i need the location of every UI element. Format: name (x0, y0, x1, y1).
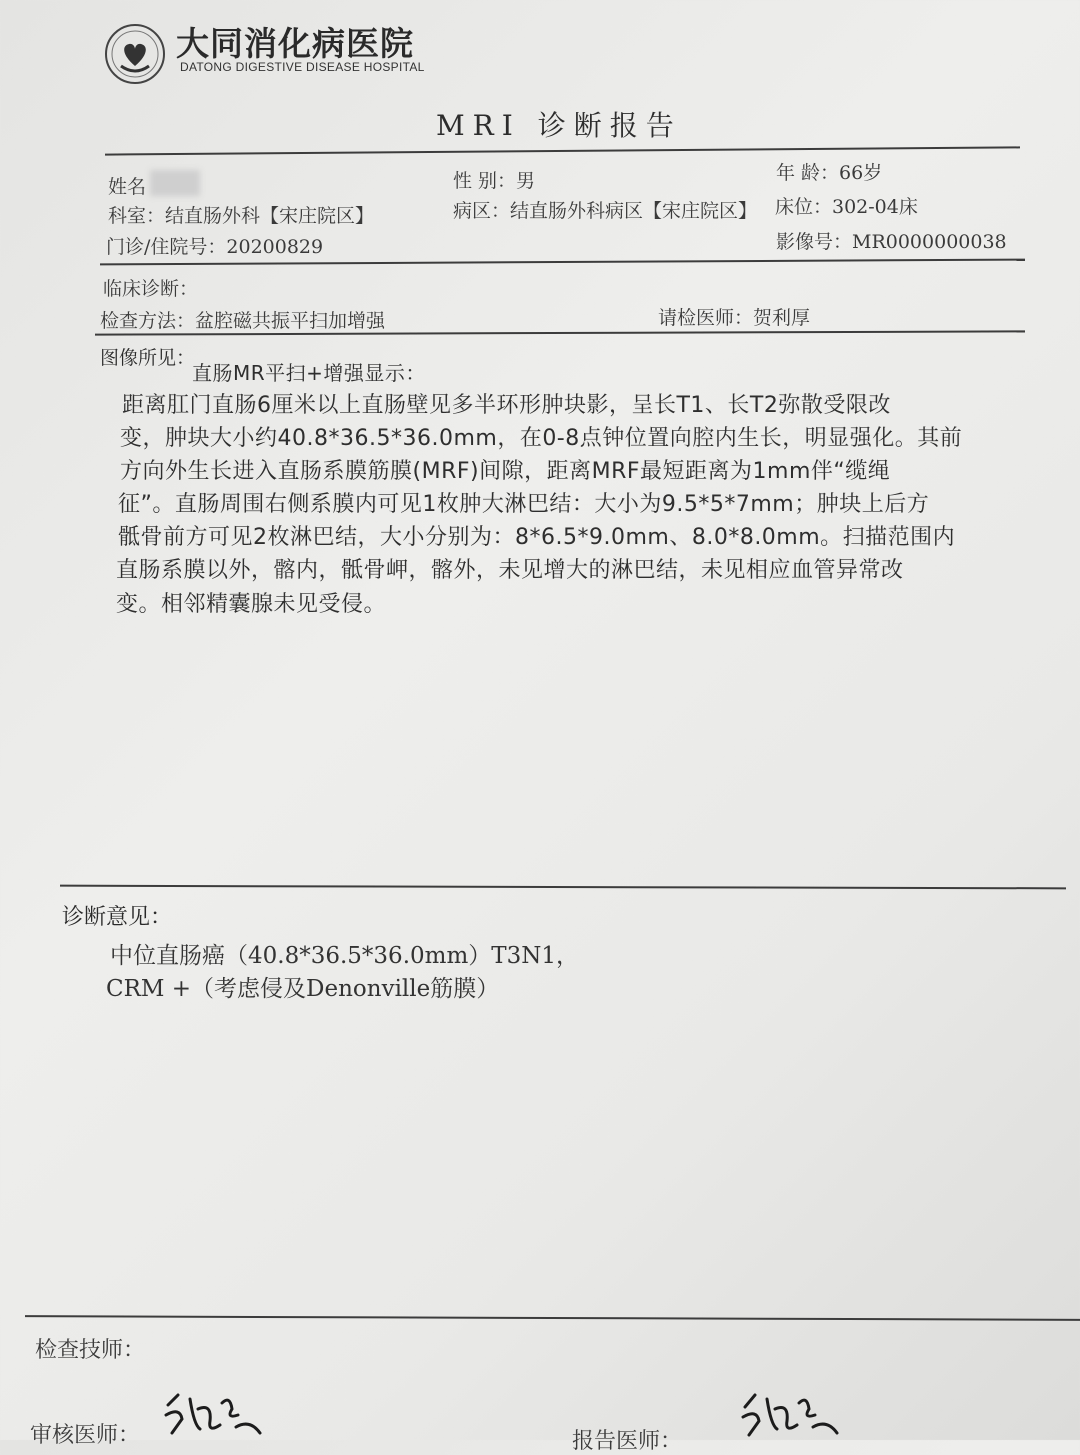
exam-method: 检查方法：盆腔磁共振平扫加增强 (100, 310, 386, 332)
report-title: MRI 诊断报告 (436, 109, 682, 142)
bed-number: 床位：302-04床 (775, 196, 918, 218)
patient-gender: 性 别：男 (453, 170, 536, 192)
findings-line: 直肠系膜以外，髂内，骶骨岬，髂外，未见增大的淋巴结，未见相应血管异常改 (116, 558, 904, 583)
reviewer-label: 审核医师： (30, 1423, 141, 1448)
findings-line: 变，肿块大小约40.8*36.5*36.0mm，在0-8点钟位置向腔内生长，明显强化。其前 (120, 426, 963, 451)
findings-line: 骶骨前方可见2枚淋巴结，大小分别为：8*6.5*9.0mm、8.0*8.0mm。扫描范围内 (118, 525, 956, 550)
findings-label: 图像所见： (100, 347, 196, 369)
reporter-signature (735, 1385, 845, 1440)
hospital-name: 大同消化病医院 (176, 24, 414, 63)
hospital-logo (103, 22, 167, 86)
department: 科室：结直肠外科【宋庄院区】 (108, 205, 375, 227)
image-number: 影像号：MR0000000038 (776, 231, 1007, 253)
reporter-label: 报告医师： (572, 1429, 683, 1454)
diagnosis-line: CRM +（考虑侵及Denonville筋膜） (106, 976, 500, 1002)
patient-name-label: 姓名 (108, 176, 147, 198)
admission-number: 门诊/住院号：20200829 (106, 236, 324, 258)
findings-subtitle: 直肠MR平扫+增强显示： (192, 361, 426, 385)
findings-line: 方向外生长进入直肠系膜筋膜(MRF)间隙，距离MRF最短距离为1mm伴“缆绳 (120, 459, 891, 484)
findings-line: 变。相邻精囊腺未见受侵。 (116, 592, 387, 617)
clinical-diagnosis: 临床诊断： (103, 278, 199, 300)
patient-age: 年 龄：66岁 (776, 162, 883, 184)
requesting-doctor: 请检医师：贺利厚 (658, 307, 811, 329)
findings-line: 距离肛门直肠6厘米以上直肠壁见多半环形肿块影，呈长T1、长T2弥散受限改 (122, 393, 891, 418)
diagnosis-label: 诊断意见： (62, 905, 173, 930)
technician-label: 检查技师： (35, 1338, 146, 1363)
ward: 病区：结直肠外科病区【宋庄院区】 (453, 200, 758, 222)
diagnosis-line: 中位直肠癌（40.8*36.5*36.0mm）T3N1， (110, 943, 579, 969)
redacted-name (150, 170, 200, 196)
findings-line: 征”。直肠周围右侧系膜内可见1枚肿大淋巴结：大小为9.5*5*7mm；肿块上后方 (118, 492, 930, 517)
reviewer-signature (160, 1385, 270, 1440)
hospital-emblem-icon (103, 22, 167, 86)
hospital-name-english: DATONG DIGESTIVE DISEASE HOSPITAL (180, 60, 425, 74)
